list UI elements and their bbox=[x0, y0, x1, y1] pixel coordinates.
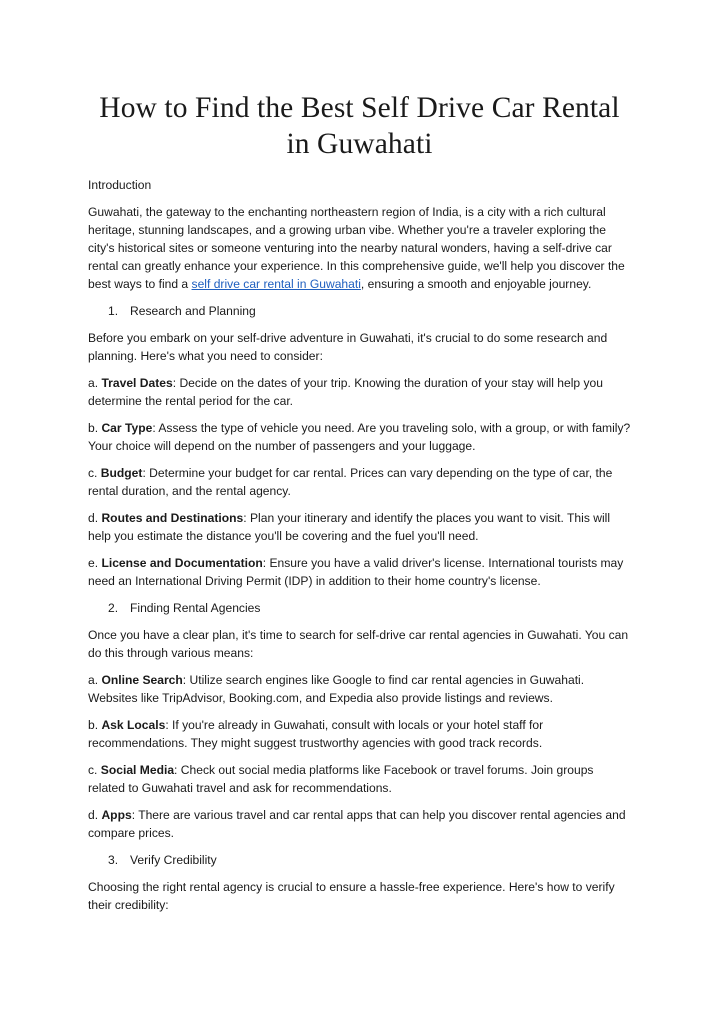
section-title: Finding Rental Agencies bbox=[130, 601, 261, 615]
item-term: Car Type bbox=[101, 421, 153, 435]
section-lead: Choosing the right rental agency is crucial to ensure a hassle-free experience. Here's how to verify their credibility: bbox=[88, 880, 615, 912]
section-heading-3 bbox=[88, 851, 631, 869]
page-title: How to Find the Best Self Drive Car Rental in Guwahati bbox=[99, 92, 620, 160]
list-item bbox=[88, 671, 631, 707]
item-term: Routes and Destinations bbox=[101, 511, 244, 525]
section-number: 3. bbox=[108, 853, 119, 867]
section-heading-1 bbox=[88, 302, 631, 320]
section-lead: Once you have a clear plan, it's time to search for self-drive car rental agencies in Guwahati. You can do this through various means: bbox=[88, 628, 629, 660]
section-number: 1. bbox=[108, 304, 119, 318]
item-term: Budget bbox=[100, 466, 143, 480]
item-term: Online Search bbox=[101, 673, 183, 687]
item-prefix: a. bbox=[88, 673, 102, 687]
item-prefix: b. bbox=[88, 718, 102, 732]
item-term: License and Documentation bbox=[101, 556, 263, 570]
item-text: : Utilize search engines like Google to find car rental agencies in Guwahati. Websites like TripAdvisor, Booking.com, and Expedia also provide listings and reviews. bbox=[88, 673, 585, 705]
item-text: : If you're already in Guwahati, consult with locals or your hotel staff for recommendations. They might suggest trustworthy agencies with good track records. bbox=[88, 718, 544, 750]
list-item bbox=[88, 464, 631, 500]
section-lead: Before you embark on your self-drive adventure in Guwahati, it's crucial to do some research and planning. Here's what you need to consider: bbox=[88, 331, 608, 363]
item-text: : Check out social media platforms like Facebook or travel forums. Join groups related to Guwahati travel and ask for recommendations. bbox=[88, 763, 594, 795]
section-title: Research and Planning bbox=[130, 304, 256, 318]
item-prefix: a. bbox=[88, 376, 102, 390]
item-text: : Plan your itinerary and identify the places you want to visit. This will help you estimate the distance you'll be covering and the fuel you'll need. bbox=[88, 511, 611, 543]
intro-text-before: Guwahati, the gateway to the enchanting northeastern region of India, is a city with a rich cultural heritage, stunning landscapes, and a growing urban vibe. Whether you're a traveler exploring the city's historical sites or someone venturing into the nearby natural wonders, having a self-drive car rental can greatly enhance your experience. In this comprehensive guide, we'll help you discover the best ways to find a bbox=[88, 205, 625, 291]
item-text: : Determine your budget for car rental. Prices can vary depending on the type of car, the rental duration, and the rental agency. bbox=[88, 466, 613, 498]
list-item bbox=[88, 554, 631, 590]
intro-text-after: , ensuring a smooth and enjoyable journey. bbox=[360, 277, 592, 291]
section-number: 2. bbox=[108, 601, 119, 615]
list-item bbox=[88, 509, 631, 545]
item-prefix: d. bbox=[88, 808, 102, 822]
item-term: Ask Locals bbox=[101, 718, 166, 732]
section-title: Verify Credibility bbox=[130, 853, 217, 867]
list-item bbox=[88, 761, 631, 797]
item-prefix: d. bbox=[88, 511, 102, 525]
section-heading-2 bbox=[88, 599, 631, 617]
self-drive-rental-link[interactable]: self drive car rental in Guwahati bbox=[191, 277, 361, 291]
item-prefix: c. bbox=[88, 763, 101, 777]
item-text: : There are various travel and car rental apps that can help you discover rental agencies and compare prices. bbox=[88, 808, 626, 840]
list-item bbox=[88, 716, 631, 752]
item-prefix: b. bbox=[88, 421, 102, 435]
item-text: : Ensure you have a valid driver's license. International tourists may need an International Driving Permit (IDP) in addition to their home country's license. bbox=[88, 556, 624, 588]
item-term: Travel Dates bbox=[101, 376, 173, 390]
item-prefix: e. bbox=[88, 556, 102, 570]
list-item bbox=[88, 374, 631, 410]
intro-heading: Introduction bbox=[88, 178, 152, 192]
list-item bbox=[88, 806, 631, 842]
item-term: Apps bbox=[101, 808, 132, 822]
item-term: Social Media bbox=[100, 763, 175, 777]
item-text: : Decide on the dates of your trip. Knowing the duration of your stay will help you determine the rental period for the car. bbox=[88, 376, 603, 408]
intro-paragraph bbox=[88, 203, 631, 293]
item-prefix: c. bbox=[88, 466, 101, 480]
list-item bbox=[88, 419, 631, 455]
item-text: : Assess the type of vehicle you need. Are you traveling solo, with a group, or with family? Your choice will depend on the number of passengers and your luggage. bbox=[88, 421, 631, 453]
